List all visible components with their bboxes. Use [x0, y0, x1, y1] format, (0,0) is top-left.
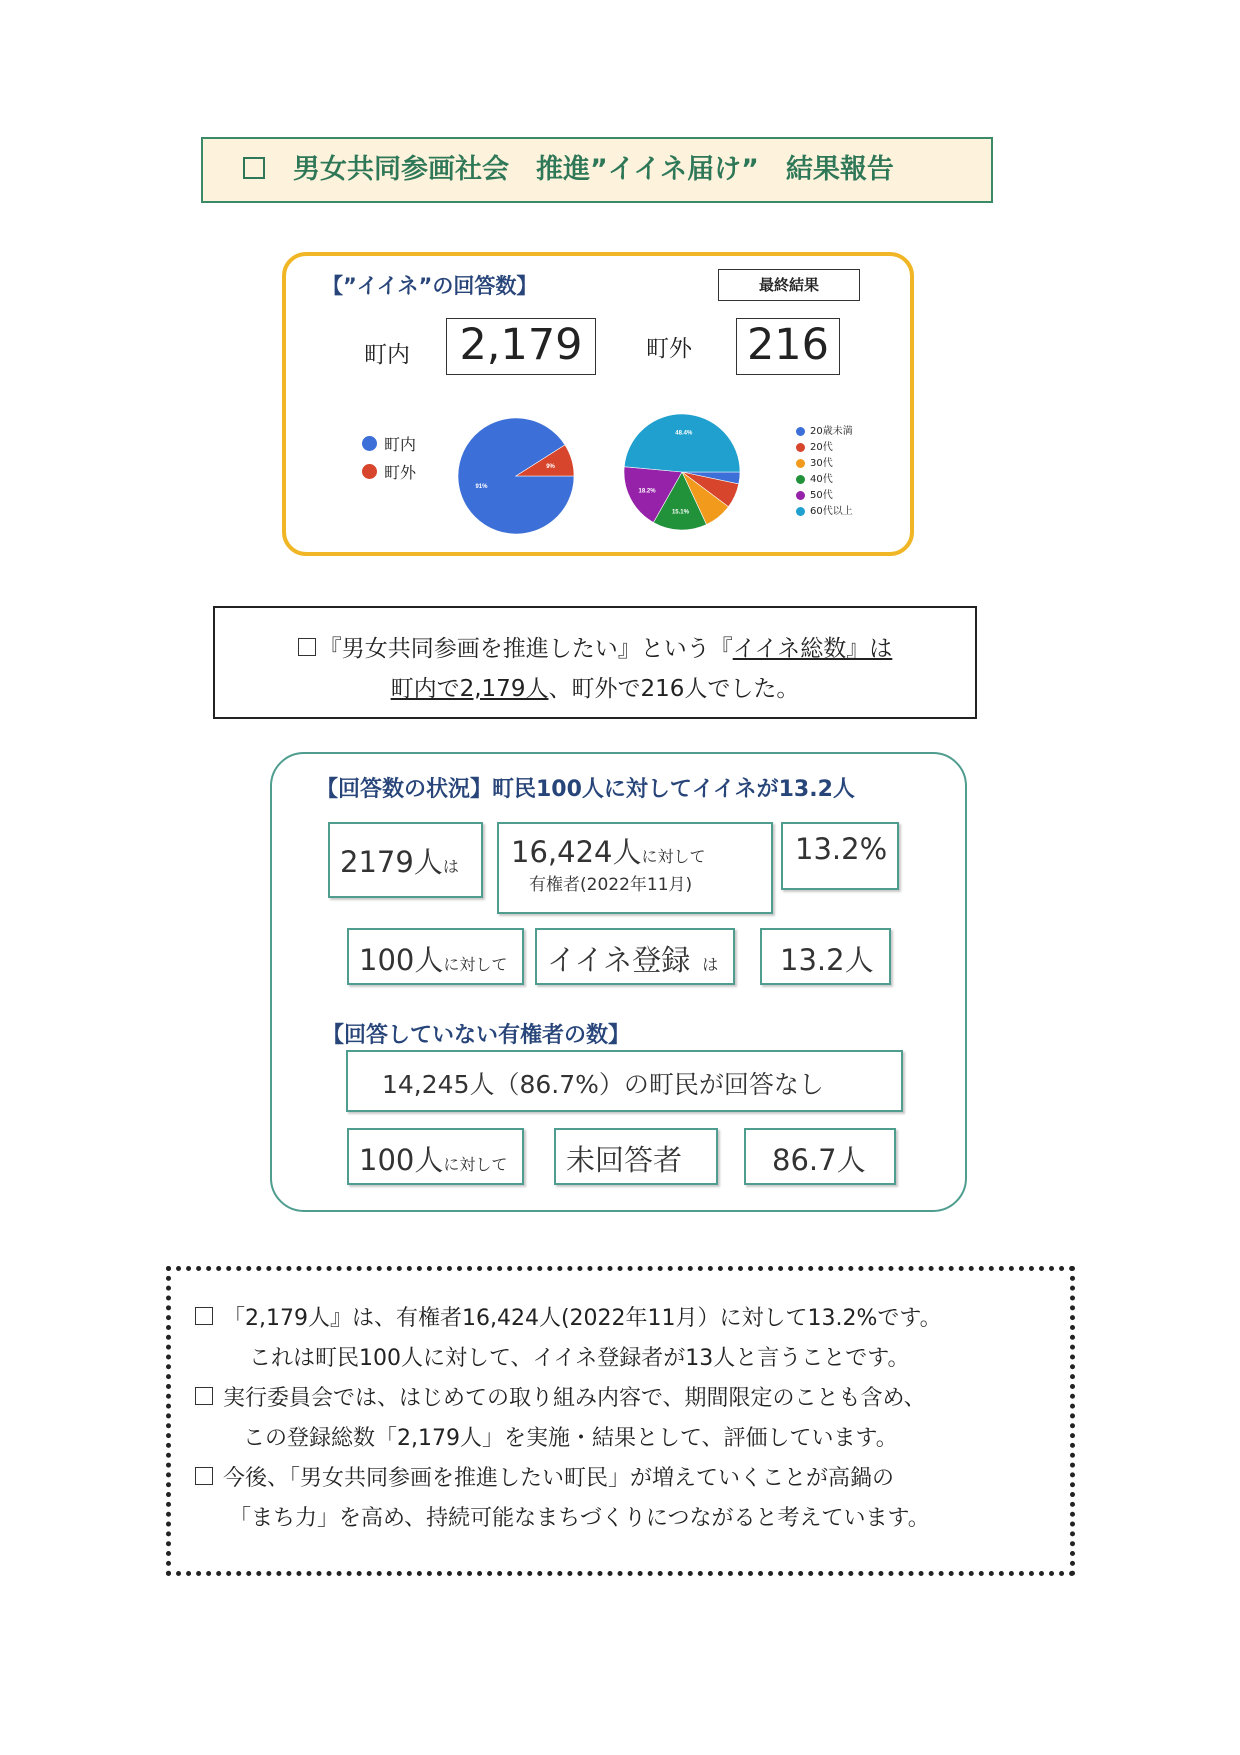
note-line-1: 「2,179人』は、有権者16,424人(2022年11月）に対して13.2%です。 — [195, 1301, 942, 1332]
notes-box — [166, 1266, 1075, 1576]
no-response-heading: 【回答していない有権者の数】 — [322, 1023, 631, 1048]
age-legend-item: 50代 — [796, 488, 853, 504]
note-line-5: 今後、「男女共同参画を推進したい町民」が増えていくことが高鍋の — [195, 1461, 894, 1492]
pie-slice-60代以上 — [624, 414, 740, 472]
page-title: 男女共同参画社会 推進”イイネ届け” 結果報告 — [243, 139, 894, 201]
status-heading: 【回答数の状況】町民100人に対してイイネが13.2人 — [316, 777, 855, 802]
summary-box — [213, 606, 977, 719]
pie-label: 18.2% — [638, 488, 656, 495]
total-voters-box: 16,424人に対して 有権者(2022年11月) — [497, 822, 773, 914]
legend-item-out-town: 町外 — [362, 460, 416, 483]
checkbox-square-icon — [298, 638, 316, 656]
pie-label: 15.1% — [671, 509, 689, 516]
legend-dot — [362, 464, 377, 479]
note-line-4: この登録総数「2,179人」を実施・結果として、評価しています。 — [243, 1426, 898, 1451]
pie-label: 9% — [546, 463, 555, 470]
summary-line-2: 町内で2,179人、町外で216人でした。 — [390, 676, 800, 702]
response-count-panel — [282, 252, 914, 556]
response-status-panel — [270, 752, 967, 1212]
age-legend — [796, 424, 853, 520]
out-town-value: 216 — [736, 318, 840, 375]
legend-dot — [362, 436, 377, 451]
checkbox-square-icon — [195, 1387, 213, 1405]
final-result-badge: 最終結果 — [718, 269, 860, 301]
title-banner — [201, 137, 993, 203]
age-legend-item: 40代 — [796, 472, 853, 488]
pie-label: 91% — [475, 484, 488, 491]
no-response-count-box: 14,245人（86.7%）の町民が回答なし — [346, 1050, 903, 1112]
per-100-box-2: 100人に対して — [347, 1128, 524, 1185]
in-town-label: 町内 — [364, 342, 410, 368]
age-legend-item: 60代以上 — [796, 504, 853, 520]
age-legend-item: 20歳未満 — [796, 424, 853, 440]
pie-label: 48.4% — [675, 430, 693, 437]
summary-line-1: 『男女共同参画を推進したい』という『イイネ総数』は — [215, 630, 975, 663]
out-town-label: 町外 — [646, 336, 692, 362]
registered-per-100-box: 13.2人 — [760, 928, 891, 985]
voters-responded-box: 2179人は — [328, 822, 483, 898]
checkbox-square-icon — [243, 157, 265, 179]
checkbox-square-icon — [195, 1307, 213, 1325]
note-line-6: 「まち力」を高め、持続可能なまちづくりにつながると考えています。 — [229, 1506, 930, 1531]
panel1-heading: 【”イイネ”の回答数】 — [322, 274, 538, 298]
in-town-value: 2,179 — [446, 318, 596, 375]
non-respondents-per-100-box: 86.7人 — [744, 1128, 896, 1185]
iine-registered-box: イイネ登録 は — [535, 928, 735, 985]
in-out-pie-chart — [456, 416, 576, 536]
age-legend-item: 20代 — [796, 440, 853, 456]
legend-item-in-town: 町内 — [362, 432, 416, 455]
note-line-3: 実行委員会では、はじめての取り組み内容で、期間限定のことも含め、 — [195, 1381, 926, 1412]
note-line-2: これは町民100人に対して、イイネ登録者が13人と言うことです。 — [249, 1346, 910, 1371]
response-rate-box: 13.2% — [781, 822, 899, 890]
non-respondents-box: 未回答者 — [554, 1128, 718, 1185]
age-pie-chart — [622, 412, 742, 532]
age-legend-item: 30代 — [796, 456, 853, 472]
checkbox-square-icon — [195, 1467, 213, 1485]
per-100-box: 100人に対して — [347, 928, 524, 985]
